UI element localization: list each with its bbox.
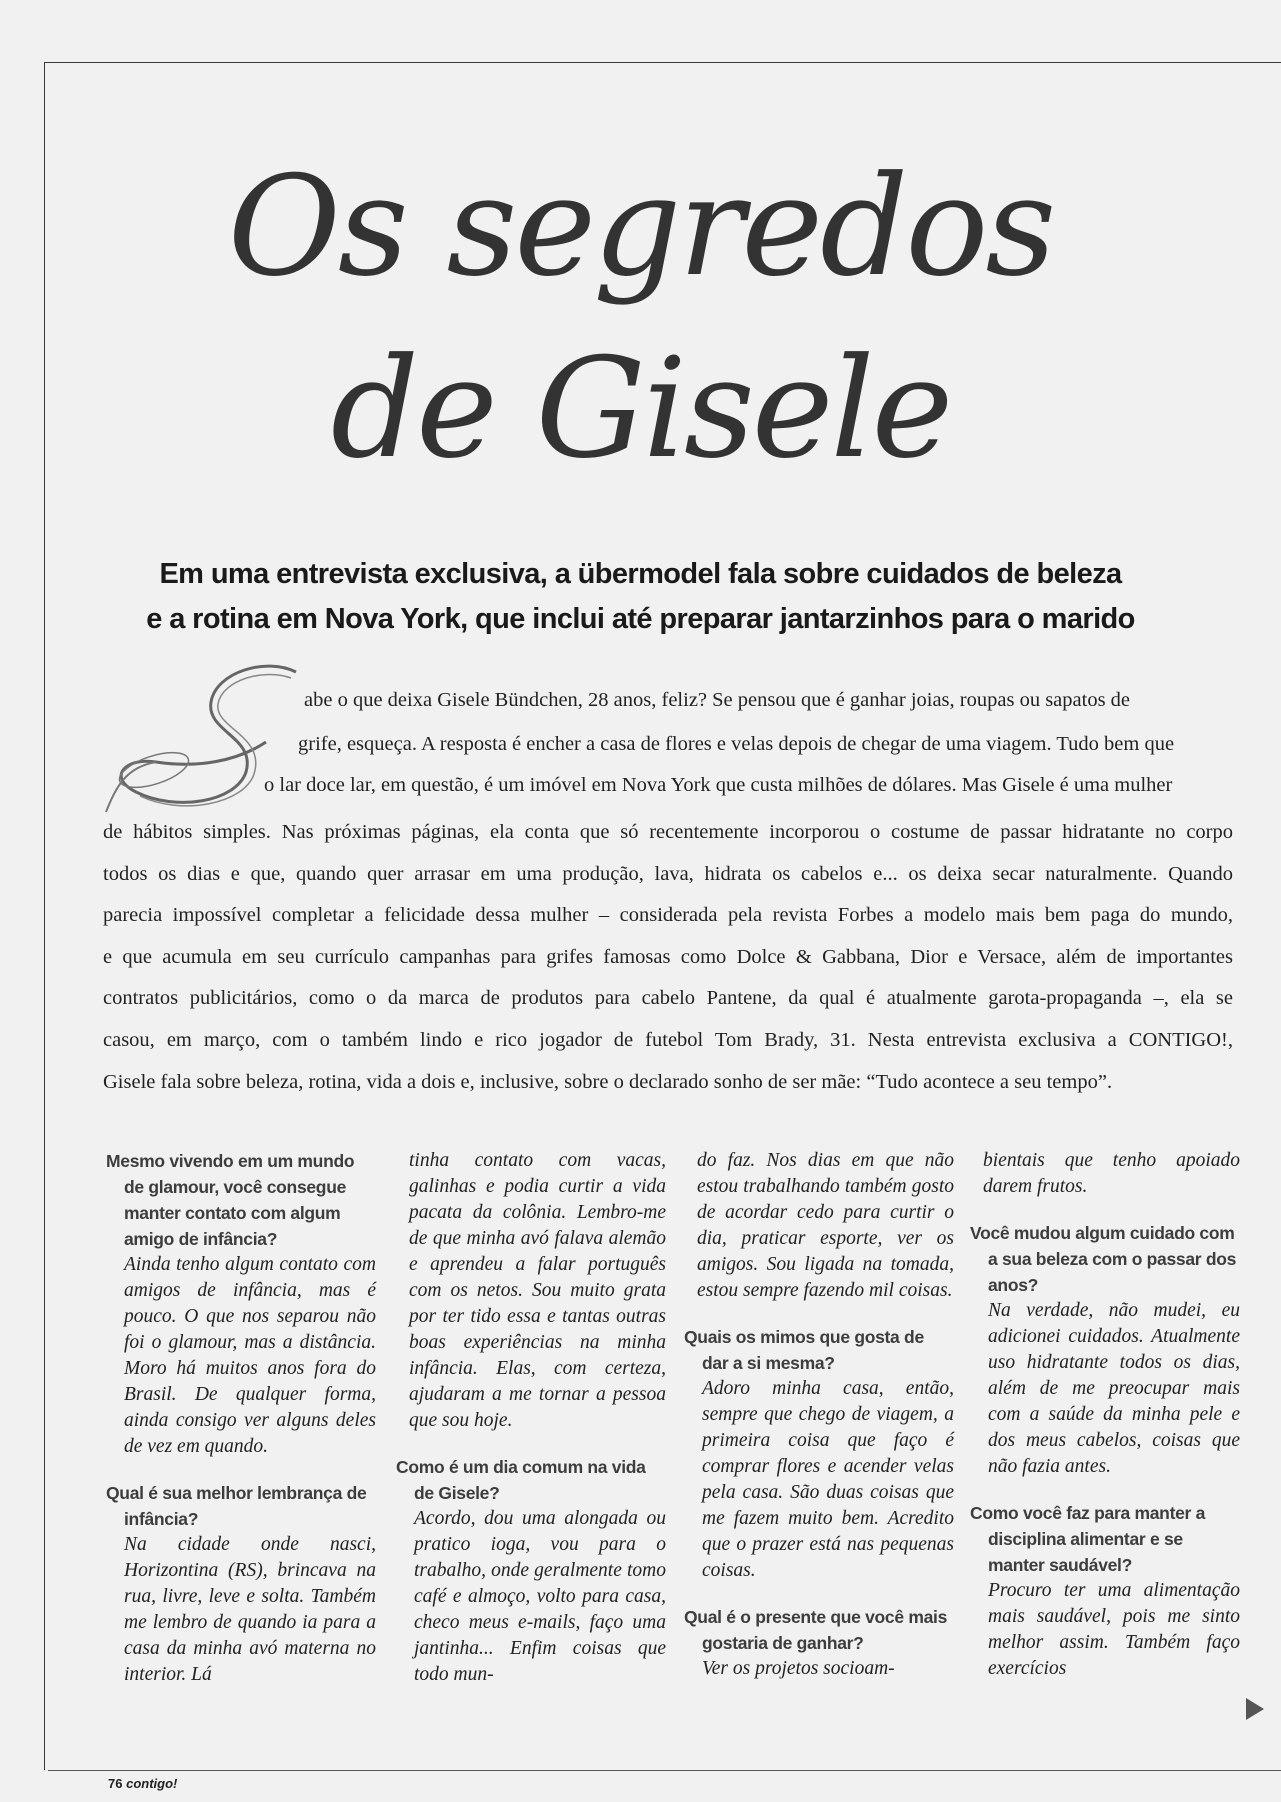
intro-line: de hábitos simples. Nas próximas páginas, ela conta que só recentemente incorporou o costume de passar hidratante no corpo	[103, 821, 1233, 843]
intro-line: Gisele fala sobre beleza, rotina, vida a dois e, inclusive, sobre o declarado sonho de ser mãe: “Tudo acontece a seu tempo”.	[103, 1070, 1113, 1093]
subtitle-line-1: Em uma entrevista exclusiva, a übermodel fala sobre cuidados de beleza	[159, 558, 1122, 590]
answer: Na verdade, não mudei, eu adicionei cuidados. Atualmente uso hidratante todos os dias, além de me preocupar mais com a saúde da minha pele e dos meus cabelos, coisas que não fazia antes.	[988, 1300, 1240, 1477]
answer: Acordo, dou uma alongada ou pratico ioga, vou para o trabalho, onde geralmente tomo café e almoço, volto para casa, checo meus e-mails, faço uma jantinha... Enfim coisas que todo mun-	[414, 1508, 666, 1685]
question: Qual é sua melhor lembrança de infância?	[106, 1483, 367, 1529]
column-4	[970, 1148, 1240, 1702]
intro-line-2: grife, esqueça. A resposta é encher a casa de flores e velas depois de chegar de uma viagem. Tudo bem que	[298, 733, 1175, 755]
question: Como você faz para manter a disciplina alimentar e se manter saudável?	[970, 1503, 1206, 1575]
answer-continued: do faz. Nos dias em que não estou trabalhando também gosto de acordar cedo para curtir o dia, praticar esporte, ver os amigos. Sou ligada na tomada, estou sempre fazendo mil coisas.	[697, 1150, 954, 1301]
question: Como é um dia comum na vida de Gisele?	[396, 1457, 646, 1503]
intro-paragraph	[103, 812, 1233, 1103]
question: Qual é o presente que você mais gostaria de ganhar?	[684, 1607, 948, 1653]
intro-line-3: o lar doce lar, em questão, é um imóvel em Nova York que custa milhões de dólares. Mas Gisele é uma mulher	[264, 774, 1173, 796]
page-number: 76	[108, 1776, 123, 1791]
intro-line-1: abe o que deixa Gisele Bündchen, 28 anos, feliz? Se pensou que é ganhar joias, roupas ou sapatos de	[304, 689, 1131, 711]
intro-line: casou, em março, com o também lindo e rico jogador de futebol Tom Brady, 31. Nesta entrevista exclusiva a CONTIGO!,	[103, 1028, 1233, 1051]
answer: Ainda tenho algum contato com amigos de infância, mas é pouco. O que nos separou não foi o glamour, mas a distância. Moro há muitos anos fora do Brasil. De qualquer forma, ainda consigo ver alguns deles de vez em quando.	[124, 1254, 376, 1457]
answer: Ver os projetos socioam-	[702, 1658, 895, 1679]
column-3	[684, 1148, 954, 1702]
answer: Na cidade onde nasci, Horizontina (RS), brincava na rua, livre, leve e solta. Também me lembro de quando ia para a casa da minha avó materna no interior. Lá	[124, 1534, 376, 1685]
intro-line: e que acumula em seu currículo campanhas para grifes famosas como Dolce & Gabbana, Dior e Versace, além de importantes	[103, 945, 1233, 968]
footer-rule	[48, 1770, 1281, 1771]
subtitle-line-2: e a rotina em Nova York, que inclui até preparar jantarzinhos para o marido	[146, 603, 1135, 635]
magazine-name: contigo!	[126, 1776, 178, 1791]
question: Mesmo vivendo em um mundo de glamour, você consegue manter contato com algum amigo de infância?	[106, 1151, 355, 1249]
answer: Adoro minha casa, então, sempre que chego de viagem, a primeira coisa que faço é comprar flores e acender velas pela casa. São duas coisas que me fazem muito bem. Acredito que o prazer está nas pequenas coisas.	[702, 1378, 954, 1581]
question: Você mudou algum cuidado com a sua beleza com o passar dos anos?	[970, 1223, 1237, 1295]
continue-arrow-icon	[1246, 1698, 1264, 1720]
article-title-line-1: Os segredos	[227, 146, 1054, 307]
page-footer	[108, 1776, 177, 1791]
article-subtitle	[100, 552, 1181, 642]
intro-line: contratos publicitários, como o da marca de produtos para cabelo Pantene, da qual é atualmente garota-propaganda –, ela se	[103, 987, 1233, 1010]
answer-continued: bientais que tenho apoiado darem frutos.	[983, 1150, 1240, 1197]
article-title-line-2: de Gisele	[330, 328, 951, 489]
answer: Procuro ter uma alimentação mais saudável, pois me sinto melhor assim. Também faço exercícios	[988, 1580, 1240, 1679]
column-1	[106, 1148, 376, 1708]
column-2	[396, 1148, 666, 1708]
question: Quais os mimos que gosta de dar a si mesma?	[684, 1327, 924, 1373]
intro-line: todos os dias e que, quando quer arrasar em uma produção, lava, hidrata os cabelos e... os deixa secar naturalmente. Quando	[103, 862, 1233, 885]
intro-line: parecia impossível completar a felicidade dessa mulher – considerada pela revista Forbes a modelo mais bem paga do mundo,	[103, 904, 1233, 927]
answer-continued: tinha contato com vacas, galinhas e podia curtir a vida pacata da colônia. Lembro-me de que minha avó falava alemão e aprendeu a falar português com os netos. Sou muito grata por ter tido essa e tantas outras boas experiências na minha infância. Elas, com certeza, ajudaram a me tornar a pessoa que sou hoje.	[409, 1150, 666, 1431]
